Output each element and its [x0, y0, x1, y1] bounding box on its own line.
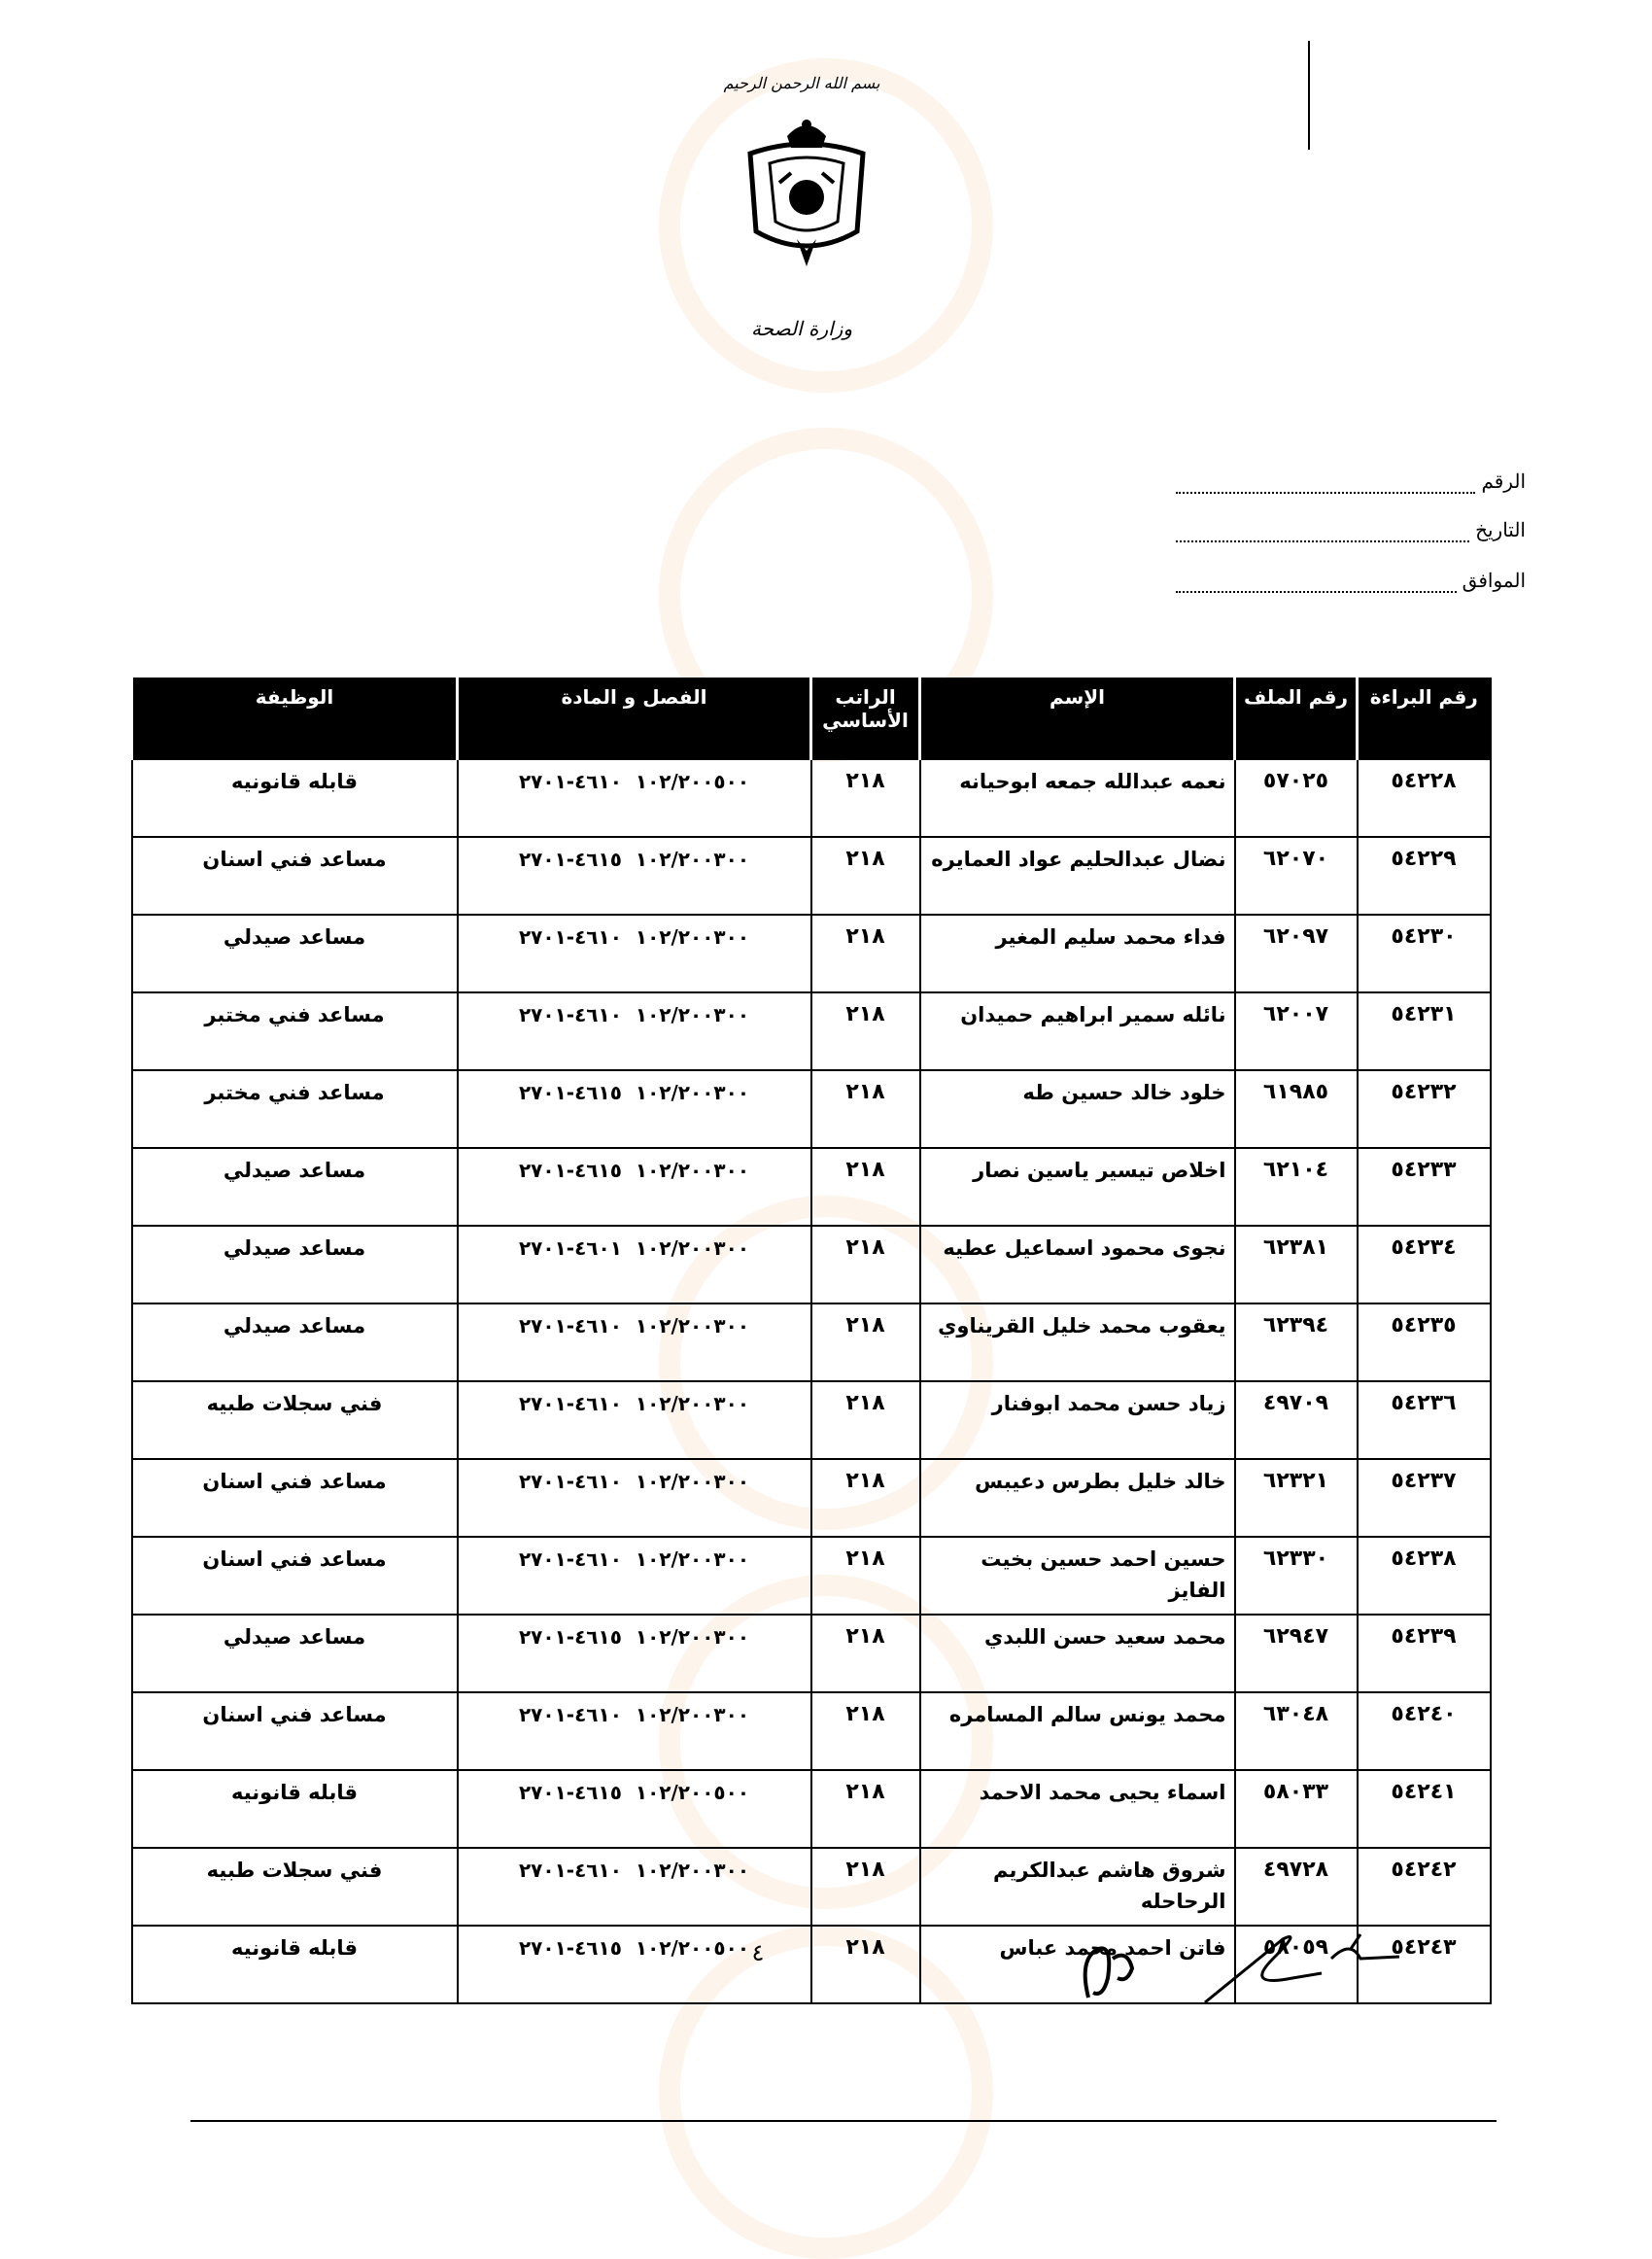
salary-cell: ٢١٨ — [811, 992, 920, 1070]
file-number-cell: ٦٣٠٤٨ — [1235, 1692, 1358, 1770]
job-cell: مساعد صيدلي — [132, 915, 458, 992]
job-cell: مساعد فني اسنان — [132, 837, 458, 915]
chapter-article-cell: ١٠٢/٢٠٠٥٠٠ ٤٦١٥-٢٧٠١ — [458, 1770, 811, 1848]
file-number-cell: ٥٨٠٣٣ — [1235, 1770, 1358, 1848]
salary-cell: ٢١٨ — [811, 1537, 920, 1615]
name-cell: فاتن احمد محمد عباس — [920, 1926, 1235, 2003]
name-cell: اخلاص تيسير ياسين نصار — [920, 1148, 1235, 1226]
cert-number-cell: ٥٤٢٣٢ — [1358, 1070, 1491, 1148]
job-cell: مساعد صيدلي — [132, 1148, 458, 1226]
table-row — [132, 1148, 1491, 1226]
cert-number-cell: ٥٤٢٣٥ — [1358, 1303, 1491, 1381]
table-header-row — [132, 678, 1491, 759]
salary-cell: ٢١٨ — [811, 1070, 920, 1148]
job-cell: مساعد فني اسنان — [132, 1459, 458, 1537]
name-cell: خلود خالد حسين طه — [920, 1070, 1235, 1148]
salary-cell: ٢١٨ — [811, 1692, 920, 1770]
name-cell: نعمه عبدالله جمعه ابوحيانه — [920, 759, 1235, 837]
chapter-article-cell: ١٠٢/٢٠٠٣٠٠ ٤٦١٥-٢٧٠١ — [458, 1070, 811, 1148]
file-number-cell: ٦٢٠٩٧ — [1235, 915, 1358, 992]
cert-number-cell: ٥٤٢٣١ — [1358, 992, 1491, 1070]
job-cell: مساعد فني مختبر — [132, 992, 458, 1070]
table-row — [132, 1692, 1491, 1770]
table-row — [132, 992, 1491, 1070]
name-cell: اسماء يحيى محمد الاحمد — [920, 1770, 1235, 1848]
field-label: التاريخ — [1475, 520, 1526, 541]
job-cell: قابله قانونيه — [132, 1926, 458, 2003]
table-row — [132, 1303, 1491, 1381]
file-number-cell: ٦١٩٨٥ — [1235, 1070, 1358, 1148]
table-row — [132, 1226, 1491, 1303]
table-row — [132, 1848, 1491, 1926]
cert-number-cell: ٥٤٢٢٨ — [1358, 759, 1491, 837]
header-file-number: رقم الملف — [1235, 678, 1358, 759]
basmala: بسم الله الرحمن الرحيم — [723, 74, 880, 92]
name-cell: نجوى محمود اسماعيل عطيه — [920, 1226, 1235, 1303]
table-row — [132, 1381, 1491, 1459]
cert-number-cell: ٥٤٢٤٣ — [1358, 1926, 1491, 2003]
header-name: الإسم — [920, 678, 1235, 759]
file-number-cell: ٤٩٧٠٩ — [1235, 1381, 1358, 1459]
chapter-article-cell: ١٠٢/٢٠٠٣٠٠ ٤٦١٠-٢٧٠١ — [458, 1303, 811, 1381]
jordan-coat-of-arms-icon — [740, 115, 873, 272]
job-cell: مساعد فني اسنان — [132, 1692, 458, 1770]
chapter-article-cell: ١٠٢/٢٠٠٣٠٠ ٤٦٠١-٢٧٠١ — [458, 1226, 811, 1303]
cert-number-cell: ٥٤٢٣٨ — [1358, 1537, 1491, 1615]
job-cell: قابله قانونيه — [132, 1770, 458, 1848]
job-cell: فني سجلات طبيه — [132, 1381, 458, 1459]
file-number-cell: ٦٢٩٤٧ — [1235, 1615, 1358, 1692]
header-cert-number: رقم البراءة — [1358, 678, 1491, 759]
file-number-cell: ٥٨٠٥٩ — [1235, 1926, 1358, 2003]
cert-number-cell: ٥٤٢٣٠ — [1358, 915, 1491, 992]
file-number-cell: ٥٧٠٢٥ — [1235, 759, 1358, 837]
salary-cell: ٢١٨ — [811, 915, 920, 992]
salary-cell: ٢١٨ — [811, 1459, 920, 1537]
chapter-article-cell: ١٠٢/٢٠٠٣٠٠ ٤٦١٠-٢٧٠١ — [458, 1692, 811, 1770]
chapter-article-cell: ١٠٢/٢٠٠٣٠٠ ٤٦١٠-٢٧٠١ — [458, 992, 811, 1070]
chapter-article-cell: ١٠٢/٢٠٠٣٠٠ ٤٦١٥-٢٧٠١ — [458, 1615, 811, 1692]
salary-cell: ٢١٨ — [811, 759, 920, 837]
ministry-name: وزارة الصحة — [751, 317, 852, 340]
reference-number-field — [1176, 465, 1526, 494]
chapter-article-cell: ١٠٢/٢٠٠٣٠٠ ٤٦١٠-٢٧٠١ — [458, 1537, 811, 1615]
page-number: ٤ — [751, 1939, 765, 1966]
signatures — [1059, 1920, 1409, 2007]
margin-line — [1308, 41, 1310, 150]
table-row — [132, 915, 1491, 992]
file-number-cell: ٦٢٣٣٠ — [1235, 1537, 1358, 1615]
table-row — [132, 1459, 1491, 1537]
job-cell: مساعد فني مختبر — [132, 1070, 458, 1148]
cert-number-cell: ٥٤٢٤٢ — [1358, 1848, 1491, 1926]
cert-number-cell: ٥٤٢٣٦ — [1358, 1381, 1491, 1459]
corresponding-date-field — [1176, 564, 1526, 593]
name-cell: خالد خليل بطرس دعيبس — [920, 1459, 1235, 1537]
salary-cell: ٢١٨ — [811, 1770, 920, 1848]
table-row — [132, 1770, 1491, 1848]
salary-cell: ٢١٨ — [811, 1848, 920, 1926]
salary-cell: ٢١٨ — [811, 1926, 920, 2003]
job-cell: مساعد فني اسنان — [132, 1537, 458, 1615]
date-field — [1176, 513, 1526, 542]
name-cell: فداء محمد سليم المغير — [920, 915, 1235, 992]
name-cell: حسين احمد حسين بخيت الفايز — [920, 1537, 1235, 1615]
name-cell: محمد سعيد حسن اللبدي — [920, 1615, 1235, 1692]
salary-cell: ٢١٨ — [811, 837, 920, 915]
file-number-cell: ٦٢٠٠٧ — [1235, 992, 1358, 1070]
name-cell: نضال عبدالحليم عواد العمايره — [920, 837, 1235, 915]
job-cell: قابله قانونيه — [132, 759, 458, 837]
header-job: الوظيفة — [132, 678, 458, 759]
job-cell: فني سجلات طبيه — [132, 1848, 458, 1926]
cert-number-cell: ٥٤٢٤١ — [1358, 1770, 1491, 1848]
job-cell: مساعد صيدلي — [132, 1303, 458, 1381]
table-row — [132, 1537, 1491, 1615]
field-label: الرقم — [1481, 471, 1526, 493]
salary-cell: ٢١٨ — [811, 1615, 920, 1692]
cert-number-cell: ٥٤٢٣٩ — [1358, 1615, 1491, 1692]
chapter-article-cell: ١٠٢/٢٠٠٣٠٠ ٤٦١٥-٢٧٠١ — [458, 837, 811, 915]
header-basic-salary: الراتب الأساسي — [811, 678, 920, 759]
salary-cell: ٢١٨ — [811, 1303, 920, 1381]
chapter-article-cell: ١٠٢/٢٠٠٣٠٠ ٤٦١٠-٢٧٠١ — [458, 1381, 811, 1459]
file-number-cell: ٦٢٣٢١ — [1235, 1459, 1358, 1537]
salary-cell: ٢١٨ — [811, 1226, 920, 1303]
bottom-rule — [190, 2120, 1497, 2122]
table-row — [132, 759, 1491, 837]
job-cell: مساعد صيدلي — [132, 1615, 458, 1692]
file-number-cell: ٤٩٧٢٨ — [1235, 1848, 1358, 1926]
name-cell: يعقوب محمد خليل القريناوي — [920, 1303, 1235, 1381]
job-cell: مساعد صيدلي — [132, 1226, 458, 1303]
cert-number-cell: ٥٤٢٢٩ — [1358, 837, 1491, 915]
chapter-article-cell: ١٠٢/٢٠٠٥٠٠ ٤٦١٥-٢٧٠١ — [458, 1926, 811, 2003]
cert-number-cell: ٥٤٢٣٤ — [1358, 1226, 1491, 1303]
field-label: الموافق — [1462, 571, 1526, 592]
file-number-cell: ٦٢٣٨١ — [1235, 1226, 1358, 1303]
name-cell: نائله سمير ابراهيم حميدان — [920, 992, 1235, 1070]
table-row — [132, 1070, 1491, 1148]
name-cell: زياد حسن محمد ابوفنار — [920, 1381, 1235, 1459]
chapter-article-cell: ١٠٢/٢٠٠٥٠٠ ٤٦١٠-٢٧٠١ — [458, 759, 811, 837]
salary-cell: ٢١٨ — [811, 1148, 920, 1226]
chapter-article-cell: ١٠٢/٢٠٠٣٠٠ ٤٦١٠-٢٧٠١ — [458, 1848, 811, 1926]
chapter-article-cell: ١٠٢/٢٠٠٣٠٠ ٤٦١٥-٢٧٠١ — [458, 1148, 811, 1226]
chapter-article-cell: ١٠٢/٢٠٠٣٠٠ ٤٦١٠-٢٧٠١ — [458, 915, 811, 992]
cert-number-cell: ٥٤٢٤٠ — [1358, 1692, 1491, 1770]
file-number-cell: ٦٢٣٩٤ — [1235, 1303, 1358, 1381]
cert-number-cell: ٥٤٢٣٣ — [1358, 1148, 1491, 1226]
file-number-cell: ٦٢٠٧٠ — [1235, 837, 1358, 915]
table-row — [132, 837, 1491, 915]
name-cell: محمد يونس سالم المسامره — [920, 1692, 1235, 1770]
cert-number-cell: ٥٤٢٣٧ — [1358, 1459, 1491, 1537]
file-number-cell: ٦٢١٠٤ — [1235, 1148, 1358, 1226]
name-cell: شروق هاشم عبدالكريم الرحاحله — [920, 1848, 1235, 1926]
chapter-article-cell: ١٠٢/٢٠٠٣٠٠ ٤٦١٠-٢٧٠١ — [458, 1459, 811, 1537]
appointments-table — [130, 678, 1492, 2004]
table-row — [132, 1615, 1491, 1692]
salary-cell: ٢١٨ — [811, 1381, 920, 1459]
header-chapter-article: الفصل و المادة — [458, 678, 811, 759]
